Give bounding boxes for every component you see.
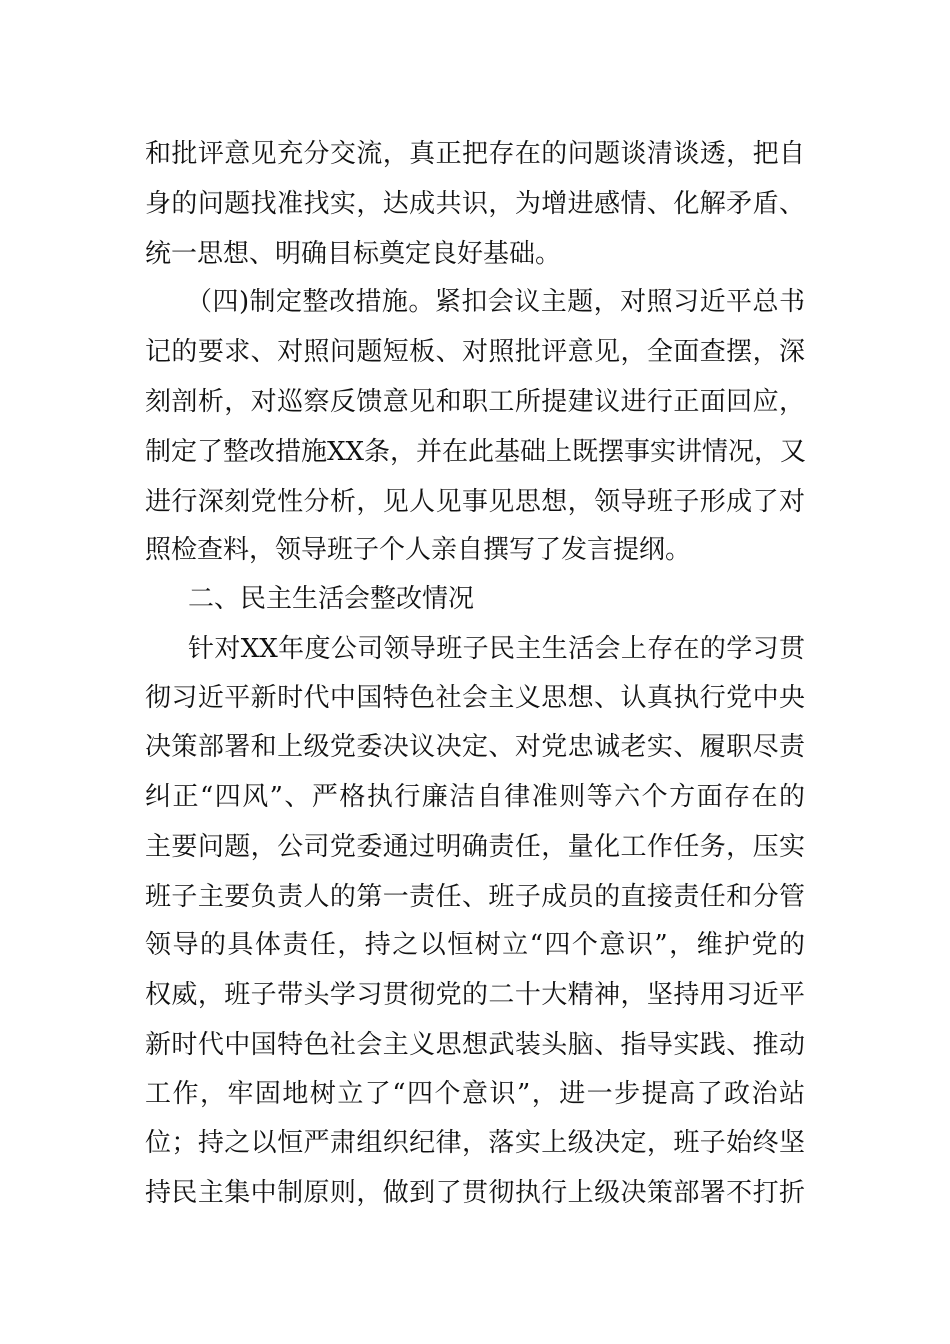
text-line: 和批评意见充分交流，真正把存在的问题谈清谈透，把自 [145, 139, 805, 169]
text-line: 彻习近平新时代中国特色社会主义思想、认真执行党中央 [145, 683, 805, 713]
text-line: 针对XX年度公司领导班子民主生活会上存在的学习贯 [188, 634, 805, 664]
text-line: 新时代中国特色社会主义思想武装头脑、指导实践、推动 [145, 1030, 805, 1060]
text-line: 持民主集中制原则，做到了贯彻执行上级决策部署不打折 [145, 1178, 805, 1208]
text-line: 记的要求、对照问题短板、对照批评意见，全面查摆，深 [145, 337, 805, 367]
section-heading: 二、民主生活会整改情况 [188, 584, 475, 614]
text-line: 制定了整改措施XX条，并在此基础上既摆事实讲情况，又 [145, 437, 807, 467]
text-line: 进行深刻党性分析，见人见事见思想，领导班子形成了对 [145, 487, 805, 517]
text-line: 位；持之以恒严肃组织纪律，落实上级决定，班子始终坚 [145, 1128, 805, 1158]
text-line: 照检查料，领导班子个人亲自撰写了发言提纲。 [145, 535, 692, 565]
text-line: 纠正“四风”、严格执行廉洁自律准则等六个方面存在的 [145, 782, 805, 812]
text-line: 决策部署和上级党委决议决定、对党忠诚老实、履职尽责 [145, 732, 805, 762]
text-line: 主要问题，公司党委通过明确责任，量化工作任务，压实 [145, 832, 805, 862]
text-line: 工作，牢固地树立了“四个意识”，进一步提高了政治站 [145, 1079, 805, 1109]
text-line: （四)制定整改措施。紧扣会议主题，对照习近平总书 [186, 287, 805, 317]
text-line: 身的问题找准找实，达成共识，为增进感情、化解矛盾、 [145, 189, 805, 219]
text-line: 统一思想、明确目标奠定良好基础。 [145, 239, 562, 269]
text-line: 权威，班子带头学习贯彻党的二十大精神，坚持用习近平 [145, 980, 805, 1010]
text-line: 刻剖析，对巡察反馈意见和职工所提建议进行正面回应， [145, 387, 805, 417]
text-line: 班子主要负责人的第一责任、班子成员的直接责任和分管 [145, 882, 805, 912]
text-line: 领导的具体责任，持之以恒树立“四个意识”，维护党的 [145, 930, 805, 960]
